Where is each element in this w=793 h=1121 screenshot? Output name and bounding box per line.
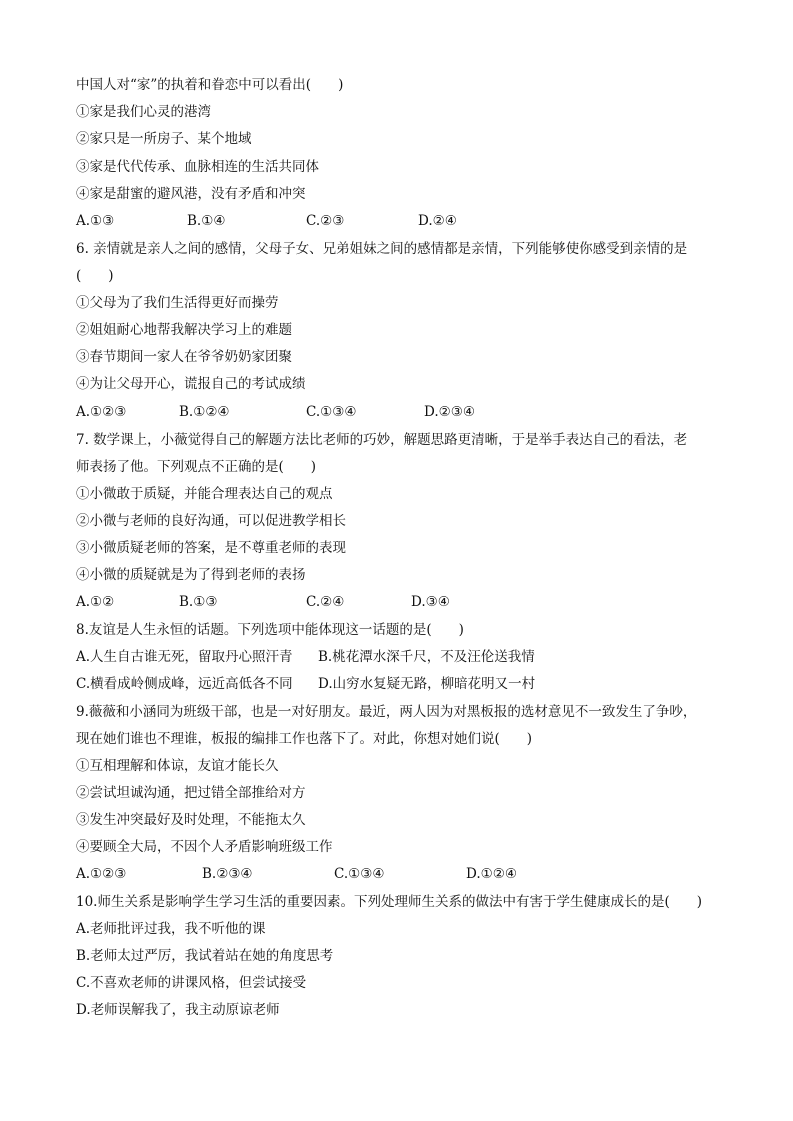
q6-stem-line1: 6. 亲情就是亲人之间的感情，父母子女、兄弟姐妹之间的感情都是亲情，下列能够使你感受到亲情的是 (76, 241, 688, 257)
q5-option-b: B.①④ (187, 213, 226, 229)
q6-option-b: B.①②④ (179, 404, 230, 420)
q5-option-d: D.②④ (418, 213, 457, 229)
q7-option-b: B.①③ (179, 594, 218, 610)
q7-option-d: D.③④ (411, 594, 450, 610)
q7-stem-line1: 7. 数学课上，小薇觉得自己的解题方法比老师的巧妙，解题思路更清晰，于是举手表达自己的看法，老 (76, 432, 688, 448)
q9-item-3: ③发生冲突最好及时处理，不能拖太久 (76, 812, 306, 828)
q6-stem-line2: ( ) (76, 268, 114, 284)
q5-item-4: ④家是甜蜜的避风港，没有矛盾和冲突 (76, 186, 306, 202)
q8-option-a: A.人生自古谁无死，留取丹心照汗青 (76, 649, 293, 665)
q5-item-1: ①家是我们心灵的港湾 (76, 104, 211, 120)
q7-item-4: ④小微的质疑就是为了得到老师的表扬 (76, 567, 306, 583)
q10-option-c: C.不喜欢老师的讲课风格，但尝试接受 (76, 975, 307, 991)
q10-option-d: D.老师误解我了，我主动原谅老师 (76, 1002, 280, 1018)
q5-stem: 中国人对“家”的执着和眷恋中可以看出( ) (76, 77, 344, 93)
q9-option-d: D.①②④ (466, 866, 517, 882)
q5-item-2: ②家只是一所房子、某个地域 (76, 131, 252, 147)
q5-option-a: A.①③ (76, 213, 115, 229)
q8-option-b: B.桃花潭水深千尺，不及汪伦送我情 (318, 649, 535, 665)
q9-item-2: ②尝试坦诚沟通，把过错全部推给对方 (76, 785, 306, 801)
q7-item-1: ①小微敢于质疑，并能合理表达自己的观点 (76, 486, 333, 502)
q9-item-1: ①互相理解和体谅，友谊才能长久 (76, 758, 279, 774)
q5-option-c: C.②③ (306, 213, 345, 229)
q8-option-c: C.横看成岭侧成峰，远近高低各不同 (76, 676, 293, 692)
q9-option-b: B.②③④ (202, 866, 253, 882)
q10-option-b: B.老师太过严厉，我试着站在她的角度思考 (76, 948, 334, 964)
q7-option-a: A.①② (76, 594, 115, 610)
q10-stem: 10.师生关系是影响学生学习生活的重要因素。下列处理师生关系的做法中有害于学生健康成长的是( ) (76, 894, 703, 910)
q7-stem-line2: 师表扬了他。下列观点不正确的是( ) (76, 459, 317, 475)
q6-option-a: A.①②③ (76, 404, 127, 420)
q6-item-1: ①父母为了我们生活得更好而操劳 (76, 295, 279, 311)
q5-item-3: ③家是代代传承、血脉相连的生活共同体 (76, 159, 319, 175)
q6-item-4: ④为让父母开心，谎报自己的考试成绩 (76, 376, 306, 392)
q9-option-c: C.①③④ (334, 866, 385, 882)
q6-item-3: ③春节期间一家人在爷爷奶奶家团聚 (76, 349, 292, 365)
q9-stem-line1: 9.薇薇和小涵同为班级干部，也是一对好朋友。最近，两人因为对黑板报的选材意见不一致发生了争吵， (76, 704, 697, 720)
q6-option-d: D.②③④ (424, 404, 475, 420)
q7-item-3: ③小微质疑老师的答案，是不尊重老师的表现 (76, 540, 346, 556)
q8-option-d: D.山穷水复疑无路，柳暗花明又一村 (318, 676, 536, 692)
q7-option-c: C.②④ (306, 594, 345, 610)
q9-item-4: ④要顾全大局，不因个人矛盾影响班级工作 (76, 839, 333, 855)
q7-item-2: ②小微与老师的良好沟通，可以促进教学相长 (76, 513, 346, 529)
q9-stem-line2: 现在她们谁也不理谁，板报的编排工作也落下了。对此，你想对她们说( ) (76, 731, 533, 747)
q8-stem: 8.友谊是人生永恒的话题。下列选项中能体现这一话题的是( ) (76, 622, 464, 638)
q9-option-a: A.①②③ (76, 866, 127, 882)
q6-item-2: ②姐姐耐心地帮我解决学习上的难题 (76, 322, 292, 338)
q10-option-a: A.老师批评过我，我不听他的课 (76, 921, 266, 937)
q6-option-c: C.①③④ (306, 404, 357, 420)
